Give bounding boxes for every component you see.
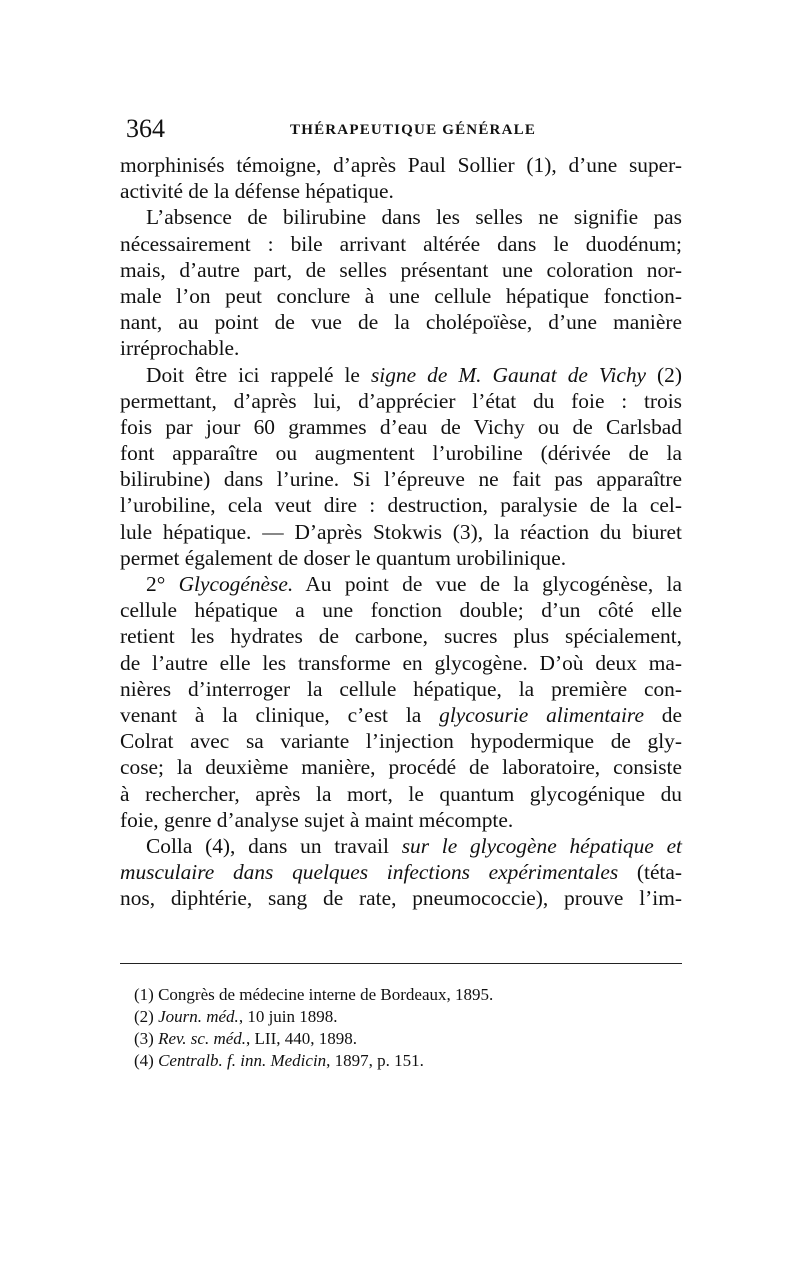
- italic-phrase: sur le glycogène hépatique et: [401, 833, 683, 858]
- text-line: permettant, d’après lui, d’apprécier l’état du foie : trois: [120, 388, 682, 413]
- text-line: nières d’interroger la cellule hépatique, la première con-: [120, 676, 682, 701]
- text-line: à rechercher, après la mort, le quantum glycogénique du: [120, 781, 682, 806]
- text-line: male l’on peut conclure à une cellule hépatique fonction-: [120, 283, 682, 308]
- text-line: cose; la deuxième manière, procédé de laboratoire, consiste: [120, 755, 682, 780]
- text-line: activité de la défense hépatique.: [120, 179, 394, 204]
- text-line: Colrat avec sa variante l’injection hypodermique de gly-: [120, 729, 682, 754]
- text-line: de l’autre elle les transforme en glycogène. D’où deux ma-: [120, 650, 682, 675]
- text-line: 2° Glycogénèse. Au point de vue de la glycogénèse, la: [146, 572, 682, 596]
- text-line: irréprochable.: [120, 336, 240, 361]
- footnote: (4) Centralb. f. inn. Medicin, 1897, p. 151.: [134, 1051, 424, 1070]
- footnote: (1) Congrès de médecine interne de Bordeaux, 1895.: [134, 985, 494, 1004]
- running-title: THÉRAPEUTIQUE GÉNÉRALE: [290, 122, 537, 138]
- text-line: retient les hydrates de carbone, sucres plus spécialement,: [120, 624, 682, 649]
- italic-phrase: Glycogénèse.: [178, 572, 294, 596]
- text-line: nos, diphtérie, sang de rate, pneumococcie), prouve l’im-: [120, 886, 682, 911]
- page-header: [126, 114, 682, 144]
- text-line: l’urobiline, cela veut dire : destruction, paralysie de la cel-: [120, 493, 682, 518]
- text-line: Colla (4), dans un travail sur le glycogène hépatique et: [146, 833, 683, 858]
- text-line: foie, genre d’analyse sujet à maint mécompte.: [120, 807, 514, 832]
- body-text: [120, 152, 682, 911]
- text-line: morphinisés témoigne, d’après Paul Sollier (1), d’une super-: [120, 153, 682, 177]
- text-line: permet également de doser le quantum urobilinique.: [120, 545, 567, 570]
- text-line: venant à la clinique, c’est la glycosurie alimentaire de: [120, 702, 682, 727]
- footnote: (3) Rev. sc. méd., LII, 440, 1898.: [134, 1029, 357, 1048]
- footnotes: [134, 984, 682, 1072]
- text-line: bilirubine) dans l’urine. Si l’épreuve ne fait pas apparaître: [120, 467, 682, 492]
- page-number: 364: [126, 114, 165, 143]
- text-line: font apparaître ou augmentent l’urobiline (dérivée de la: [120, 441, 682, 466]
- footnote: (2) Journ. méd., 10 juin 1898.: [134, 1007, 338, 1026]
- text-line: cellule hépatique a une fonction double; d’un côté elle: [120, 598, 682, 623]
- footnote-divider: [120, 963, 682, 964]
- text-line: L’absence de bilirubine dans les selles ne signifie pas: [146, 205, 682, 230]
- italic-phrase: glycosurie alimentaire: [439, 702, 644, 727]
- text-line: musculaire dans quelques infections expérimentales (téta-: [120, 860, 682, 885]
- text-line: nécessairement : bile arrivant altérée dans le duodénum;: [120, 231, 682, 256]
- text-line: lule hépatique. — D’après Stokwis (3), la réaction du biuret: [120, 519, 682, 544]
- text-line: fois par jour 60 grammes d’eau de Vichy ou de Carlsbad: [120, 414, 682, 439]
- text-line: mais, d’autre part, de selles présentant une coloration nor-: [120, 257, 682, 282]
- text-line: Doit être ici rappelé le signe de M. Gaunat de Vichy (2): [146, 362, 682, 387]
- text-line: nant, au point de vue de la cholépoïèse, d’une manière: [120, 310, 682, 335]
- italic-phrase: musculaire dans quelques infections expérimentales: [120, 860, 619, 885]
- italic-phrase: signe de M. Gaunat de Vichy: [370, 362, 647, 387]
